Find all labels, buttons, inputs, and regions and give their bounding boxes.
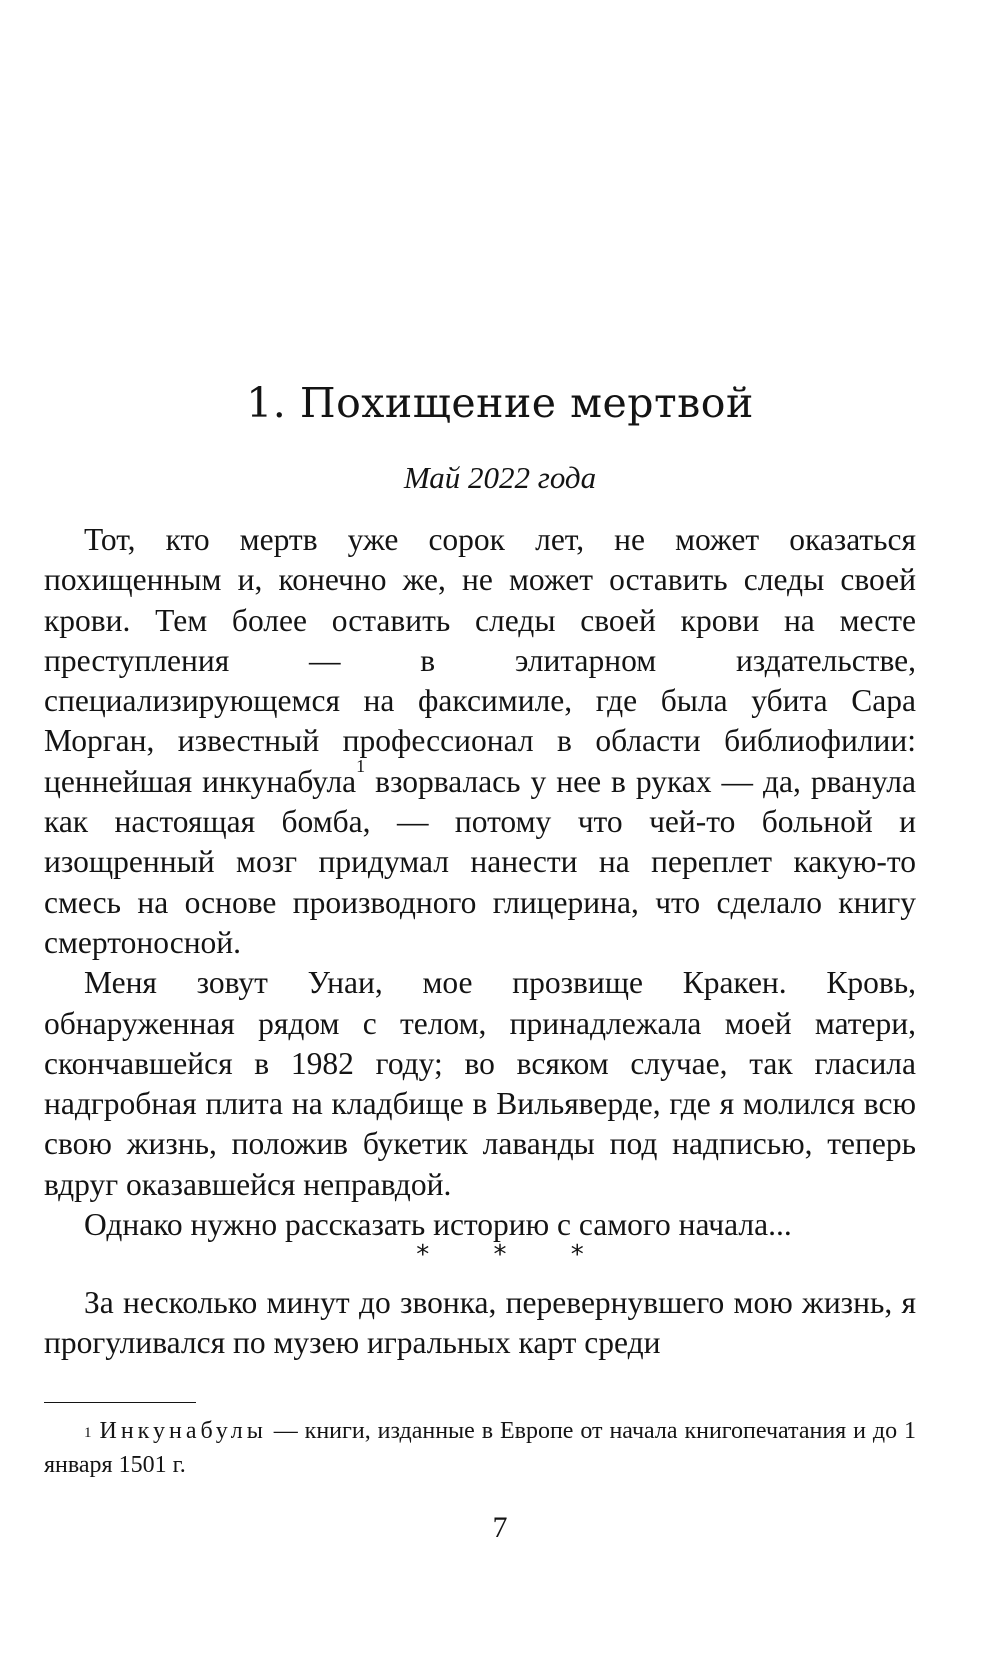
paragraph [44, 520, 916, 963]
footnote-reference: 1 [356, 755, 366, 776]
footnote-number: 1 [84, 1425, 92, 1441]
section-body [44, 1283, 916, 1364]
footnote-term: Инкунабулы [99, 1418, 267, 1444]
paragraph: Однако нужно рассказать историю с самого начала... [84, 1207, 792, 1243]
footnote-paragraph [44, 1414, 916, 1482]
footnote [44, 1414, 916, 1482]
footnote-text: — книги, изданные в Европе от начала книгопечатания и до 1 января 1501 г. [44, 1418, 916, 1478]
paragraph-text: взорвалась у нее в руках — да, рванула как настоящая бомба, — потому что чей-то больной и изощренный мозг придумал нанести на переплет какую-то смесь на основе производного глицерина, что сделало книгу смертоносной. [44, 763, 916, 960]
chapter-body [44, 520, 916, 1245]
page-number: 7 [492, 1511, 508, 1544]
chapter-title: 1. Похищение мертвой [246, 379, 754, 427]
chapter-date: Май 2022 года [403, 460, 597, 495]
paragraph: Меня зовут Унаи, мое прозвище Кракен. Кровь, обнаруженная рядом с телом, принадлежала моей матери, скончавшейся в 1982 году; во всяком случае, так гласила надгробная плита на кладбище в Вильяверде, где я молился всю свою жизнь, положив букетик лаванды под надписью, теперь вдруг оказавшейся неправдой. [44, 965, 916, 1202]
section-separator: * * * [416, 1240, 612, 1270]
paragraph-text: Тот, кто мертв уже сорок лет, не может оказаться похищенным и, конечно же, не может оставить следы своей крови. Тем более оставить следы своей крови на месте преступления — в элитарном издательстве, специализирующемся на факсимиле, где была убита Сара Морган, известный профессионал в области библиофилии: ценнейшая инкунабула [44, 522, 916, 799]
footnote-divider [44, 1402, 196, 1403]
paragraph: За несколько минут до звонка, перевернувшего мою жизнь, я прогуливался по музею игральных карт среди [44, 1285, 916, 1361]
